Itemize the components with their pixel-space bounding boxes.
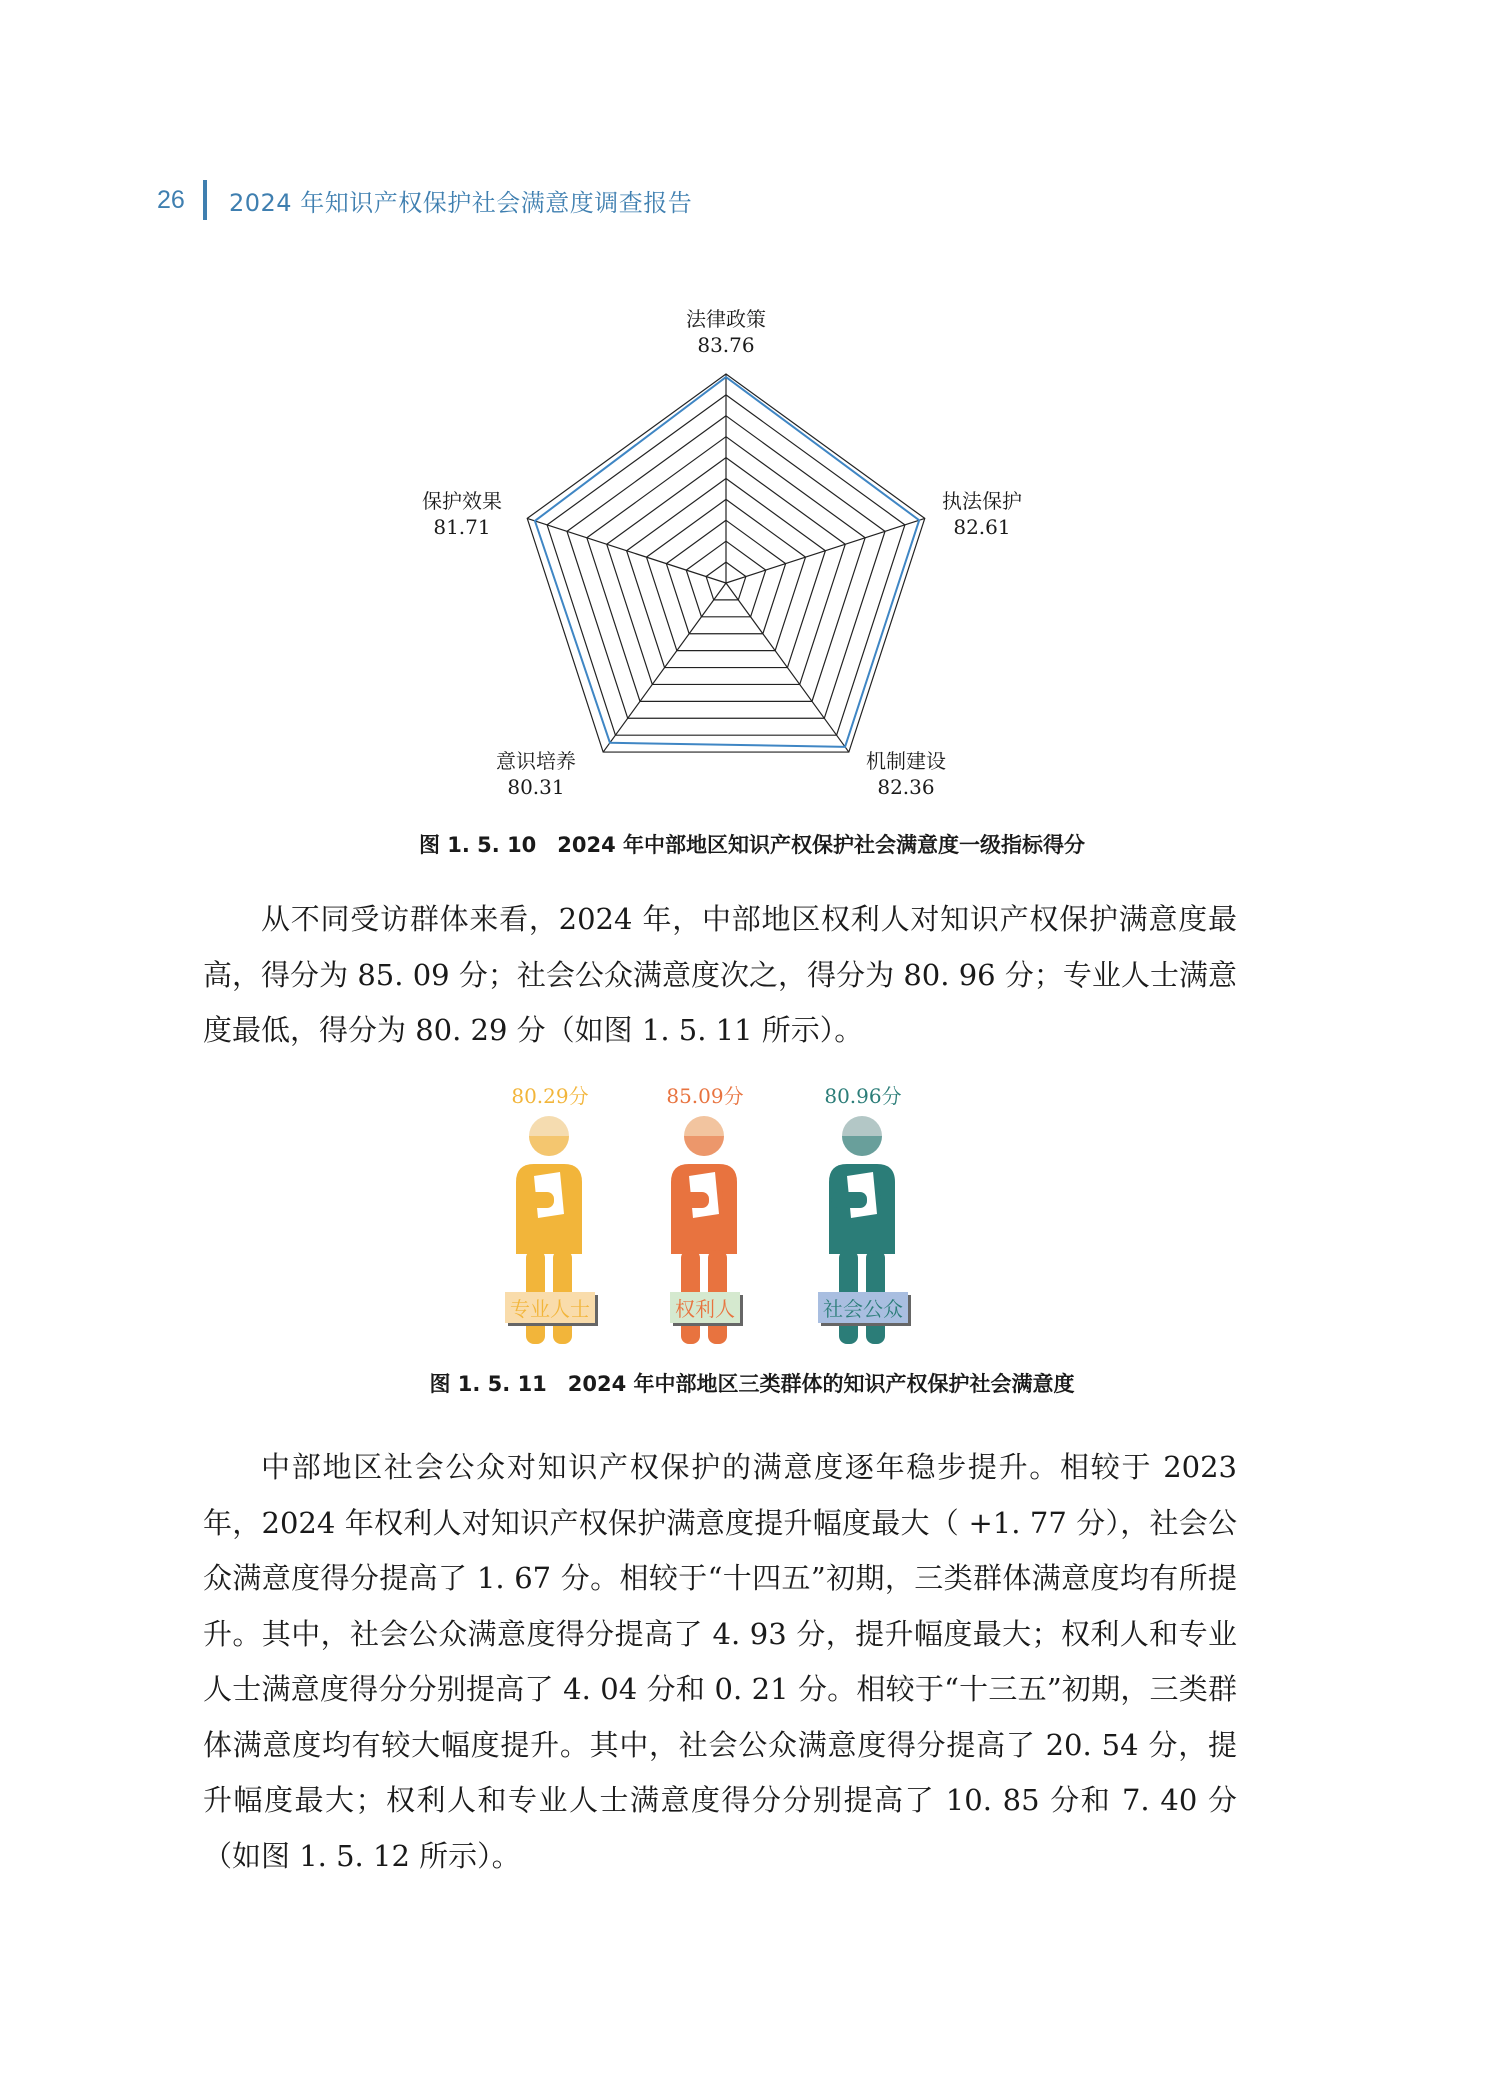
group-score: 80.29分 [511, 1084, 589, 1108]
radar-spoke [527, 518, 726, 583]
radar-axis-label: 意识培养 [496, 749, 576, 773]
group-name: 权利人 [670, 1292, 740, 1323]
group-score: 80.96分 [824, 1084, 902, 1108]
group-score: 85.09分 [666, 1084, 744, 1108]
person-head-shade [684, 1136, 724, 1156]
figure-caption-1-5-10: 图 1. 5. 10 2024 年中部地区知识产权保护社会满意度一级指标得分 [418, 833, 1086, 857]
radar-chart [0, 0, 1504, 820]
groups-figure [480, 1070, 1000, 1340]
group-public [793, 1070, 933, 1340]
report-title: 2024 年知识产权保护社会满意度调查报告 [229, 188, 693, 217]
radar-axis-label: 机制建设 [866, 749, 946, 773]
paragraph-text: 中部地区社会公众对知识产权保护的满意度逐年稳步提升。相较于 2023 年，2024 年权利人对知识产权保护满意度提升幅度最大（ +1. 77 分），社会公众满意度得分提高了 1. 67 分。相较于“十四五”初期，三类群体满意度均有所提升。其中，社会公众满意度得分提高了 4. 93 分，提升幅度最大；权利人和专业人士满意度得分分别提高了 4. 04 分和 0. 21 分。相较于“十三五”初期，三类群体满意度均有较大幅度提升。其中，社会公众满意度得分提高了 20. 54 分，提升幅度最大；权利人和专业人士满意度得分分别提高了 10. 85 分和 7. 40 分（如图 1. 5. 12 所示）。 [203, 1450, 1237, 1873]
radar-axis-label: 执法保护 [942, 489, 1022, 513]
radar-axis-value: 82.36 [877, 775, 935, 799]
page-number: 26 [157, 185, 185, 214]
person-hand [831, 1192, 867, 1208]
radar-axis-value: 81.71 [433, 515, 491, 539]
radar-axis-value: 83.76 [697, 333, 755, 357]
radar-spoke [726, 518, 925, 583]
radar-grid [527, 374, 925, 752]
person-head-shade [842, 1136, 882, 1156]
person-hand [673, 1192, 709, 1208]
radar-axis-value: 82.61 [953, 515, 1011, 539]
figure-caption-1-5-11: 图 1. 5. 11 2024 年中部地区三类群体的知识产权保护社会满意度 [429, 1372, 1075, 1396]
group-name: 社会公众 [818, 1292, 908, 1323]
radar-axis-value: 80.31 [507, 775, 565, 799]
group-name: 专业人士 [505, 1292, 595, 1323]
group-tag [635, 1292, 775, 1323]
paragraph-groups [203, 892, 1237, 1059]
radar-series-line [535, 377, 919, 747]
group-tag [480, 1292, 620, 1323]
group-tag [793, 1292, 933, 1323]
paragraph-trend [203, 1440, 1237, 1884]
group-professionals [480, 1070, 620, 1340]
radar-axis-label: 保护效果 [422, 489, 502, 513]
person-hand [518, 1192, 554, 1208]
group-rights-holders [635, 1070, 775, 1340]
radar-axis-label: 法律政策 [686, 307, 766, 331]
person-head-shade [529, 1136, 569, 1156]
paragraph-text: 从不同受访群体来看，2024 年，中部地区权利人对知识产权保护满意度最高，得分为 85. 09 分；社会公众满意度次之，得分为 80. 96 分；专业人士满意度最低，得分为 80. 29 分（如图 1. 5. 11 所示）。 [203, 902, 1237, 1047]
